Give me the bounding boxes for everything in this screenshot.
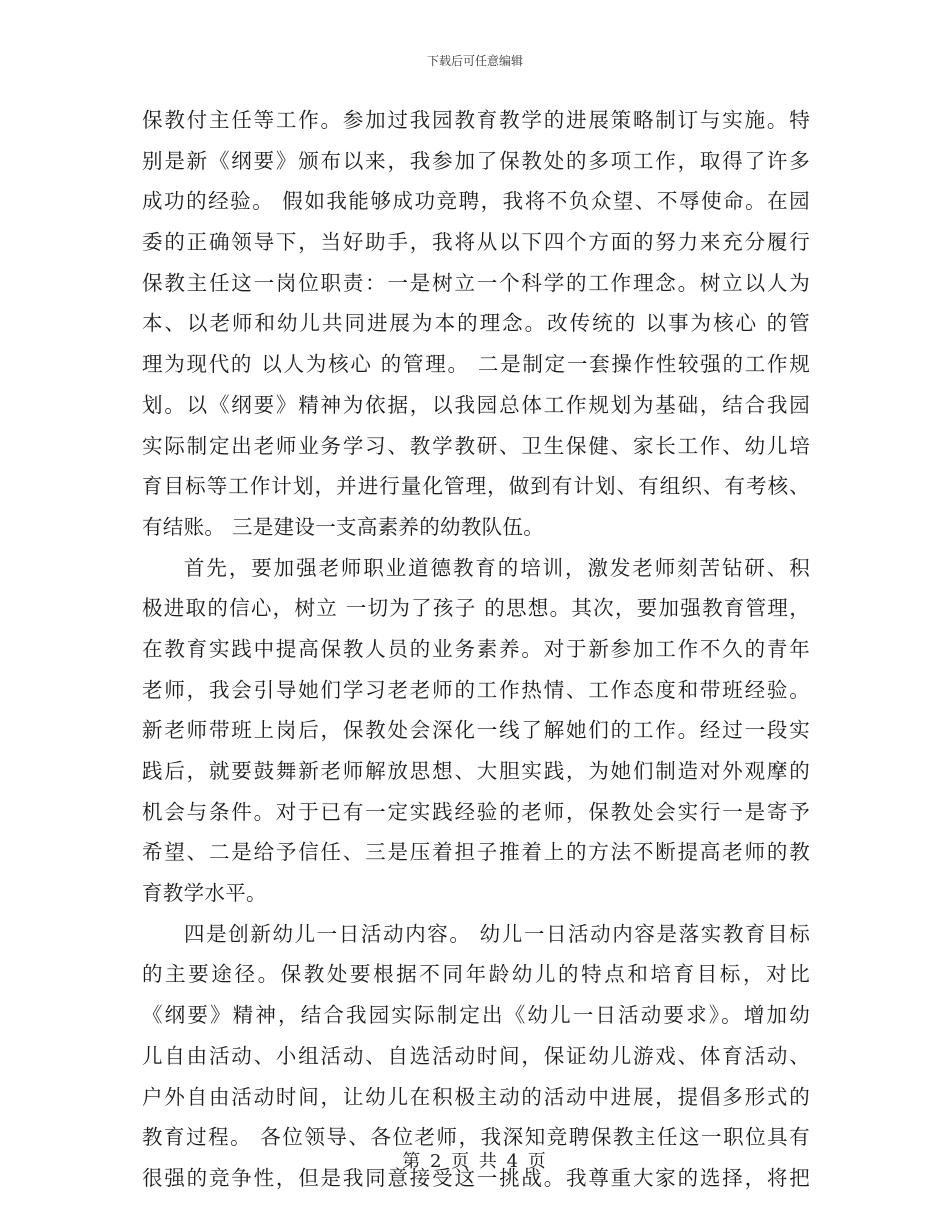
text-line: 四是创新幼儿一日活动内容。 幼儿一日活动内容是落实教育目标 [184,921,810,946]
page-header: 下载后可任意编辑 [426,54,523,68]
text-line: 别是新《纲要》颁布以来，我参加了保教处的多项工作，取得了许多 [142,148,810,173]
text-line: 划。以《纲要》精神为依据，以我园总体工作规划为基础，结合我园 [142,392,810,417]
text-line: 有结账。 三是建设一支高素养的幼教队伍。 [142,514,545,539]
text-line: 委的正确领导下，当好助手，我将从以下四个方面的努力来充分履行 [142,230,810,255]
text-line: 教育过程。 各位领导、各位老师，我深知竞聘保教主任这一职位具有 [142,1125,810,1150]
text-line: 首先，要加强老师职业道德教育的培训，激发老师刻苦钻研、积 [184,555,810,580]
text-line: 理为现代的 以人为核心 的管理。 二是制定一套操作性较强的工作规 [142,352,810,377]
text-line: 儿自由活动、小组活动、自选活动时间，保证幼儿游戏、体育活动、 [142,1043,810,1068]
text-line: 在教育实践中提高保教人员的业务素养。对于新参加工作不久的青年 [142,636,810,661]
text-line: 保教主任这一岗位职责：一是树立一个科学的工作理念。树立以人为 [142,270,810,295]
text-line: 老师，我会引导她们学习老老师的工作热情、工作态度和带班经验。 [142,677,810,702]
text-line: 育教学水平。 [142,881,267,906]
text-line: 践后，就要鼓舞新老师解放思想、大胆实践，为她们制造对外观摩的 [142,759,810,783]
text-line: 《纲要》精神，结合我园实际制定出《幼儿一日活动要求》。增加幼 [142,1003,810,1028]
text-line: 很强的竞争性，但是我同意接受这一挑战。我尊重大家的选择，将把 [142,1165,810,1190]
text-line: 育目标等工作计划，并进行量化管理，做到有计划、有组织、有考核、 [142,474,810,499]
text-line: 新老师带班上岗后，保教处会深化一线了解她们的工作。经过一段实 [142,718,810,743]
text-line: 成功的经验。 假如我能够成功竞聘，我将不负众望、不辱使命。在园 [142,189,810,214]
page-number-footer: 第 2 页 共 4 页 [402,1151,548,1172]
text-line: 实际制定出老师业务学习、教学教研、卫生保健、家长工作、幼儿培 [142,433,810,458]
text-line: 保教付主任等工作。参加过我园教育教学的进展策略制订与实施。特 [142,108,810,132]
text-line: 希望、二是给予信任、三是压着担子推着上的方法不断提高老师的教 [142,840,810,865]
document-body [142,100,810,1199]
text-line: 机会与条件。对于已有一定实践经验的老师，保教处会实行一是寄予 [142,799,810,824]
text-line: 极进取的信心，树立 一切为了孩子 的思想。其次，要加强教育管理， [142,596,810,621]
text-line: 户外自由活动时间，让幼儿在积极主动的活动中进展，提倡多形式的 [142,1084,810,1109]
text-line: 的主要途径。保教处要根据不同年龄幼儿的特点和培育目标，对比 [142,962,810,987]
text-line: 本、以老师和幼儿共同进展为本的理念。改传统的 以事为核心 的管 [142,311,810,336]
